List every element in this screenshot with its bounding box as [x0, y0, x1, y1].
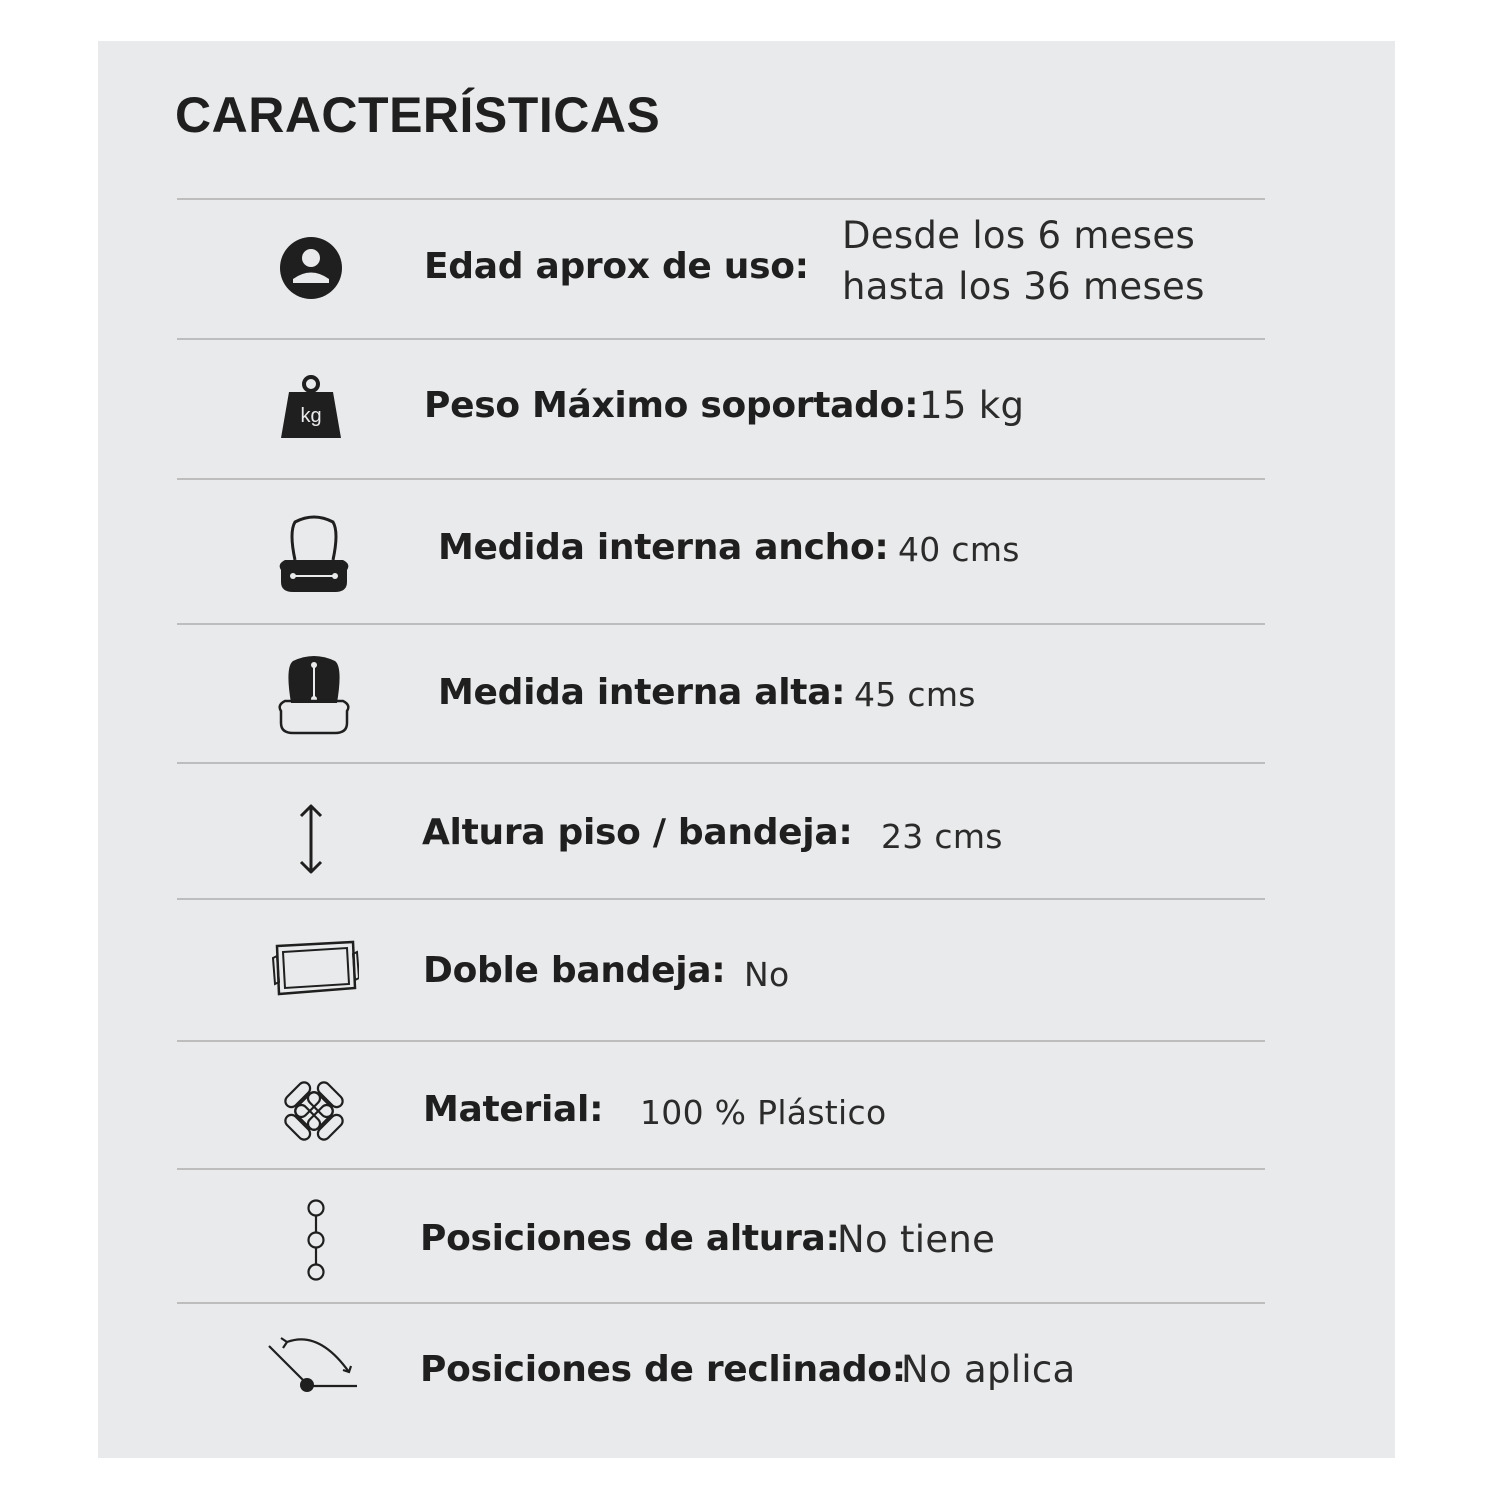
page-title: CARACTERÍSTICAS [175, 87, 661, 143]
feature-label: Posiciones de reclinado: [420, 1349, 906, 1390]
seat-height-icon [275, 653, 353, 737]
feature-value: No tiene [837, 1218, 996, 1261]
feature-label: Medida interna ancho: [438, 527, 889, 568]
feature-label: Doble bandeja: [423, 950, 726, 991]
weight-icon [273, 374, 349, 442]
vertical-arrow-icon [293, 802, 329, 876]
feature-row-floor-height [177, 764, 1265, 898]
tray-icon [271, 938, 359, 1000]
feature-row-inner-height [177, 625, 1265, 762]
feature-value: 15 kg [919, 384, 1025, 427]
feature-value-line: Desde los 6 meses [842, 214, 1196, 257]
feature-row-inner-width [177, 480, 1265, 623]
feature-value: 40 cms [898, 530, 1020, 569]
feature-value [842, 210, 1205, 312]
feature-label: Edad aprox de uso: [424, 246, 809, 287]
feature-value: No [744, 955, 790, 994]
feature-row-double-tray [177, 900, 1265, 1040]
recline-icon [267, 1334, 359, 1396]
feature-value: 45 cms [854, 675, 976, 714]
feature-label: Altura piso / bandeja: [422, 812, 853, 853]
user-icon [269, 226, 353, 310]
feature-value: No aplica [901, 1348, 1076, 1391]
seat-width-icon [275, 512, 353, 596]
feature-label: Medida interna alta: [438, 672, 846, 713]
feature-label: Material: [423, 1089, 604, 1130]
feature-value-line: hasta los 36 meses [842, 265, 1205, 308]
feature-row-height-positions [177, 1170, 1265, 1302]
feature-row-recline-positions [177, 1304, 1265, 1458]
feature-label: Peso Máximo soportado: [424, 385, 919, 426]
svg-text:kg: kg [300, 405, 322, 427]
feature-value: 100 % Plástico [640, 1093, 887, 1132]
woven-material-icon [281, 1078, 347, 1144]
feature-value: 23 cms [881, 817, 1003, 856]
feature-row-age [177, 200, 1265, 338]
feature-row-material [177, 1042, 1265, 1168]
feature-row-weight [177, 340, 1265, 478]
height-positions-icon [303, 1198, 329, 1282]
feature-label: Posiciones de altura: [420, 1218, 840, 1259]
